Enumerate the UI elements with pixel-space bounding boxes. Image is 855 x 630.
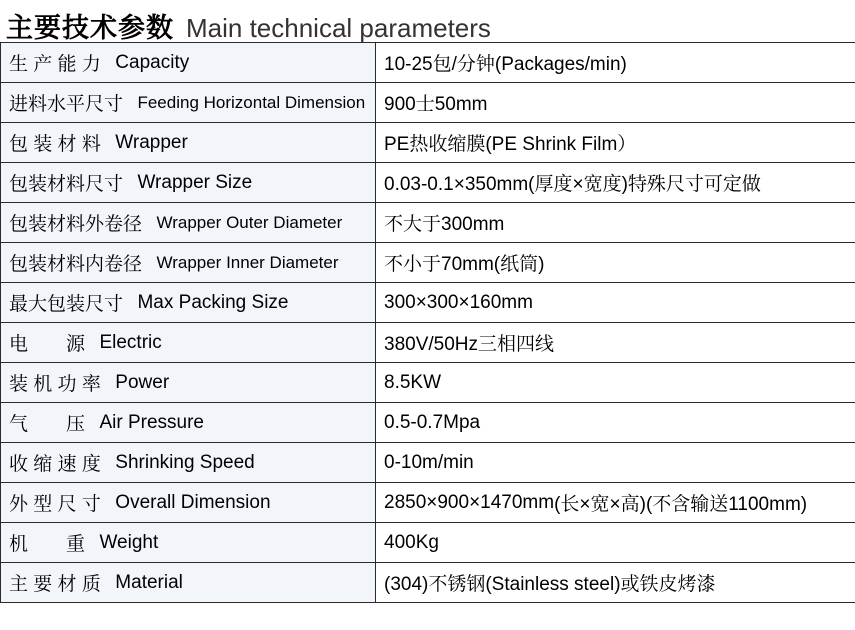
row-label-cell xyxy=(1,323,376,363)
row-label-cn: 装 机 功 率 xyxy=(9,374,101,395)
row-value-cell xyxy=(376,83,855,123)
row-label-en: Shrinking Speed xyxy=(115,451,255,473)
technical-parameters-table xyxy=(0,42,855,603)
row-label-en: Material xyxy=(115,571,183,593)
row-label-cn: 收 缩 速 度 xyxy=(9,454,101,475)
row-label-cell xyxy=(1,83,376,123)
table-row xyxy=(1,523,855,563)
row-value: 2850×900×1470mm xyxy=(384,491,555,513)
row-value-cell xyxy=(376,203,855,243)
table-row xyxy=(1,123,855,163)
row-value-note: (长×宽×高)(不含输送1100mm) xyxy=(554,494,808,515)
row-label-en: Wrapper xyxy=(115,131,188,153)
row-label-en: Electric xyxy=(99,331,162,353)
row-label-cn: 包 装 材 料 xyxy=(9,134,101,155)
table-row xyxy=(1,363,855,403)
table-row xyxy=(1,43,855,83)
page-title-en: Main technical parameters xyxy=(186,13,491,43)
row-label-cn: 机 重 xyxy=(9,534,86,555)
row-value: 10-25包/分钟(Packages/min) xyxy=(384,54,627,75)
row-label-en: Capacity xyxy=(115,51,190,73)
table-row xyxy=(1,83,855,123)
row-label-cn: 电 源 xyxy=(9,334,86,355)
row-label-en: Feeding Horizontal Dimension xyxy=(137,92,366,112)
table-row xyxy=(1,323,855,363)
row-value-cell xyxy=(376,163,855,203)
row-label-cell xyxy=(1,243,376,283)
row-value: 0-10m/min xyxy=(384,451,474,473)
row-label-cn: 进料水平尺寸 xyxy=(9,94,124,115)
row-label-cell xyxy=(1,563,376,603)
row-label-cell xyxy=(1,363,376,403)
row-value: 不小于70mm(纸筒) xyxy=(384,254,545,275)
row-label-cn: 最大包装尺寸 xyxy=(9,294,124,315)
row-value-cell xyxy=(376,43,855,83)
row-label-cn: 包装材料内卷径 xyxy=(9,254,143,275)
row-value-cell xyxy=(376,363,855,403)
row-label-cell xyxy=(1,203,376,243)
table-row xyxy=(1,403,855,443)
row-label-cell xyxy=(1,443,376,483)
row-value-cell xyxy=(376,323,855,363)
row-label-cn: 气 压 xyxy=(9,414,86,435)
row-value-cell xyxy=(376,523,855,563)
row-value-cell xyxy=(376,123,855,163)
page-title xyxy=(0,0,855,42)
row-label-cell xyxy=(1,163,376,203)
row-value-cell xyxy=(376,403,855,443)
table-row xyxy=(1,243,855,283)
row-value-cell xyxy=(376,243,855,283)
table-row xyxy=(1,563,855,603)
row-value: 不大于300mm xyxy=(384,214,505,235)
row-label-en: Max Packing Size xyxy=(137,291,289,313)
row-value: 0.5-0.7Mpa xyxy=(384,411,481,433)
row-label-cell xyxy=(1,283,376,323)
row-label-cn: 主 要 材 质 xyxy=(9,574,101,595)
row-label-cn: 包装材料外卷径 xyxy=(9,214,143,235)
row-value-cell xyxy=(376,283,855,323)
row-value-cell xyxy=(376,443,855,483)
row-label-cn: 包装材料尺寸 xyxy=(9,174,124,195)
table-row xyxy=(1,203,855,243)
table-row xyxy=(1,483,855,523)
row-label-cell xyxy=(1,523,376,563)
table-body xyxy=(1,43,855,603)
table-row xyxy=(1,443,855,483)
table-row xyxy=(1,283,855,323)
row-label-cell xyxy=(1,403,376,443)
row-value: 0.03-0.1×350mm(厚度×宽度)特殊尺寸可定做 xyxy=(384,174,761,195)
row-label-en: Air Pressure xyxy=(99,411,204,433)
row-label-en: Wrapper Inner Diameter xyxy=(156,252,339,272)
row-value: 300×300×160mm xyxy=(384,291,533,313)
row-value: 8.5KW xyxy=(384,371,442,393)
row-label-en: Overall Dimension xyxy=(115,491,271,513)
row-value: 900士50mm xyxy=(384,94,488,115)
row-label-cell xyxy=(1,123,376,163)
row-label-cell xyxy=(1,483,376,523)
row-label-en: Wrapper Outer Diameter xyxy=(156,212,343,232)
row-value-cell xyxy=(376,563,855,603)
row-label-en: Power xyxy=(115,371,170,393)
row-value: (304)不锈钢(Stainless steel)或铁皮烤漆 xyxy=(384,574,716,595)
row-value: 400Kg xyxy=(384,531,439,553)
row-value-cell xyxy=(376,483,855,523)
row-label-cn: 外 型 尺 寸 xyxy=(9,494,101,515)
row-label-cn: 生 产 能 力 xyxy=(9,54,101,75)
row-label-en: Wrapper Size xyxy=(137,171,253,193)
table-row xyxy=(1,163,855,203)
row-value: PE热收缩膜(PE Shrink Film） xyxy=(384,134,637,155)
row-label-cell xyxy=(1,43,376,83)
row-label-en: Weight xyxy=(99,531,159,553)
row-value: 380V/50Hz三相四线 xyxy=(384,334,555,355)
page-title-cn: 主要技术参数 xyxy=(6,13,174,43)
